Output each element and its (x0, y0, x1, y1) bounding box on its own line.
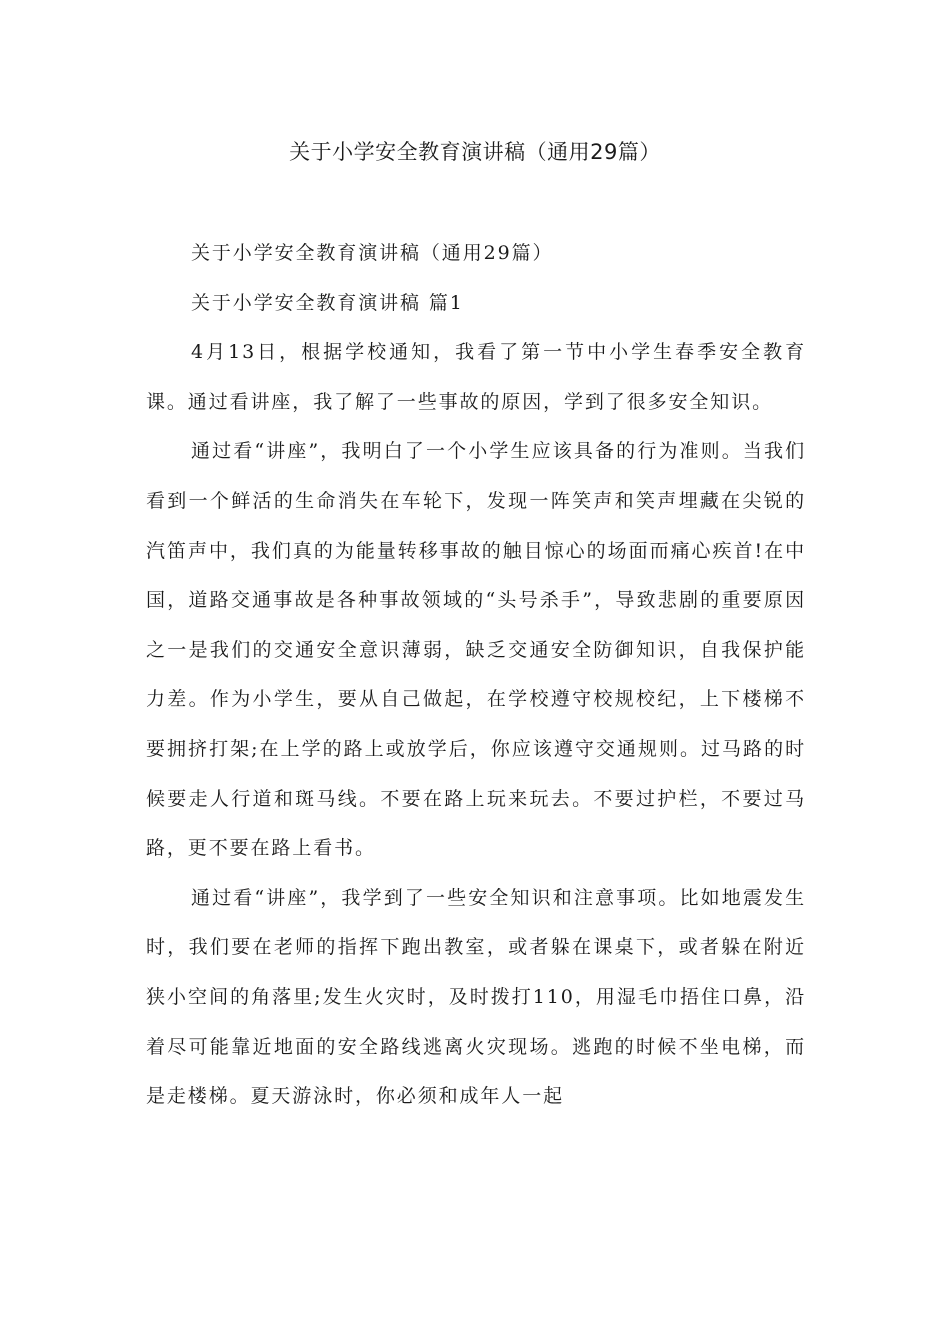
body-paragraph: 通过看“讲座”，我学到了一些安全知识和注意事项。比如地震发生时，我们要在老师的指挥下跑出教室，或者躲在课桌下，或者躲在附近狭小空间的角落里;发生火灾时，及时拨打110，用湿毛巾捂住口鼻，沿着尽可能靠近地面的安全路线逃离火灾现场。逃跑的时候不坐电梯，而是走楼梯。夏天游泳时，你必须和成年人一起 (146, 886, 806, 1108)
section-heading: 关于小学安全教育演讲稿 篇1 (191, 291, 464, 314)
body-paragraph: 关于小学安全教育演讲稿（通用29篇） (191, 242, 554, 264)
document-title: 关于小学安全教育演讲稿（通用29篇） (289, 140, 661, 164)
document-body (146, 229, 806, 1122)
body-paragraph: 4月13日，根据学校通知，我看了第一节中小学生春季安全教育课。通过看讲座，我了解了一些事故的原因，学到了很多安全知识。 (146, 341, 806, 413)
body-paragraph: 通过看“讲座”，我明白了一个小学生应该具备的行为准则。当我们看到一个鲜活的生命消失在车轮下，发现一阵笑声和笑声埋藏在尖锐的汽笛声中，我们真的为能量转移事故的触目惊心的场面而痛心疾首!在中国，道路交通事故是各种事故领域的“头号杀手”，导致悲剧的重要原因之一是我们的交通安全意识薄弱，缺乏交通安全防御知识，自我保护能力差。作为小学生，要从自己做起，在学校遵守校规校纪，上下楼梯不要拥挤打架;在上学的路上或放学后，你应该遵守交通规则。过马路的时候要走人行道和斑马线。不要在路上玩来玩去。不要过护栏，不要过马路，更不要在路上看书。 (146, 440, 806, 860)
